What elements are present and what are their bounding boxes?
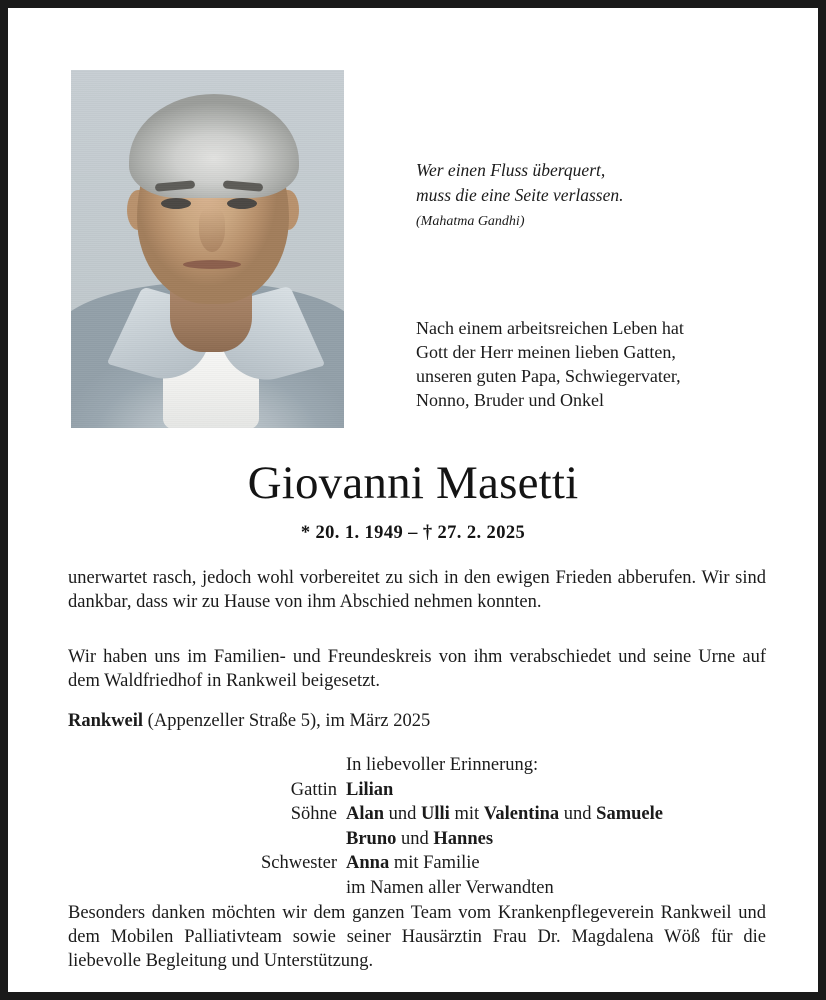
- survivor-names: Anna mit Familie: [346, 853, 480, 873]
- photo-mouth: [183, 260, 241, 269]
- place-town: Rankweil: [68, 711, 144, 731]
- survivor-names: im Namen aller Verwandten: [346, 877, 554, 898]
- introduction-text: [416, 317, 776, 413]
- life-dates: * 20. 1. 1949 – † 27. 2. 2025: [300, 523, 526, 543]
- survivors-rows: [68, 778, 766, 901]
- survivor-names: Alan und Ulli mit Valentina und Samuele: [346, 804, 663, 824]
- intro-line-3: unseren guten Papa, Schwiegervater,: [416, 365, 681, 386]
- survivor-row: [68, 851, 766, 876]
- quote-line-1: Wer einen Fluss überquert,: [416, 160, 606, 180]
- photo-eye-right: [227, 198, 257, 209]
- portrait-photo: [71, 70, 344, 428]
- survivors-heading: In liebevoller Erinnerung:: [346, 755, 539, 775]
- survivors-block: [68, 753, 766, 900]
- deceased-name: Giovanni Masetti: [247, 457, 579, 509]
- photo-nose: [199, 208, 225, 252]
- intro-line-1: Nach einem arbeitsreichen Leben hat: [416, 317, 684, 338]
- survivor-row: [68, 876, 766, 901]
- survivor-row: [68, 827, 766, 852]
- quote-author: (Mahatma Gandhi): [416, 213, 525, 229]
- survivor-role: Söhne: [290, 804, 337, 824]
- photo-eye-left: [161, 198, 191, 209]
- quote-line-2: muss die eine Seite verlassen.: [416, 184, 624, 205]
- survivor-role: Schwester: [260, 853, 337, 873]
- place-detail: (Appenzeller Straße 5), im März 2025: [143, 711, 431, 731]
- survivor-names: Bruno und Hannes: [346, 828, 494, 849]
- paragraph-funeral: Wir haben uns im Familien- und Freundeskreis von ihm verabschiedet und seine Urne auf dem Waldfriedhof in Rankweil beigesetzt.: [68, 647, 766, 691]
- paragraph-thanks: Besonders danken möchten wir dem ganzen Team vom Krankenpflegeverein Rankweil und dem Mobilen Palliativteam sowie seiner Hausärztin Frau Dr. Magdalena Wöß für die liebevolle Begleitung und Unterstützung.: [68, 903, 766, 971]
- intro-line-4: Nonno, Bruder und Onkel: [416, 389, 604, 410]
- survivor-names: Lilian: [346, 779, 394, 800]
- survivor-role: Gattin: [290, 779, 337, 800]
- paragraph-passing: unerwartet rasch, jedoch wohl vorbereitet zu sich in den ewigen Frieden abberufen. Wir sind dankbar, dass wir zu Hause von ihm Abschied nehmen konnten.: [68, 568, 766, 612]
- obituary-page: [8, 8, 818, 992]
- place-and-date-line: [68, 710, 766, 734]
- intro-line-2: Gott der Herr meinen lieben Gatten,: [416, 341, 676, 362]
- survivor-row: [68, 778, 766, 803]
- memorial-quote: [416, 158, 776, 208]
- survivor-row: [68, 802, 766, 827]
- survivors-heading-row: [68, 753, 766, 778]
- right-text-column: [416, 158, 776, 412]
